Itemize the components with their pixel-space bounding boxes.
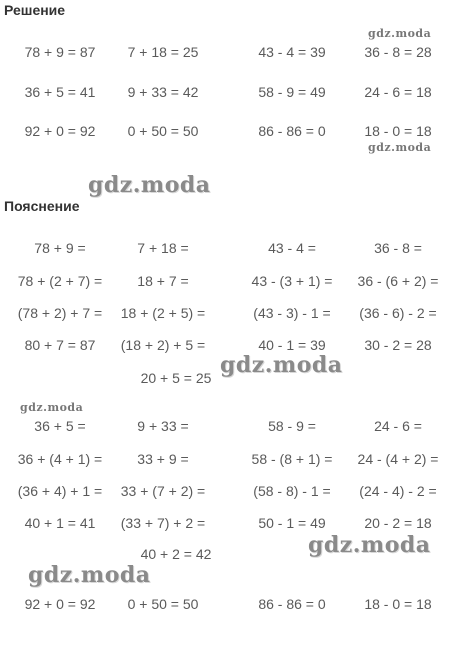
equation: 36 - 8 = <box>374 240 422 256</box>
equation: 58 - 9 = <box>268 418 316 434</box>
watermark: gdz.moda <box>88 172 211 198</box>
equation: 7 + 18 = <box>137 240 189 256</box>
equation: 36 + 5 = <box>34 418 86 434</box>
solution-heading: Решение <box>4 2 66 18</box>
watermark: gdz.moda <box>308 532 431 558</box>
equation: (58 - 8) - 1 = <box>253 483 331 499</box>
equation: 40 - 1 = 39 <box>258 337 326 353</box>
equation: 36 - 8 = 28 <box>364 44 432 60</box>
equation: 18 - 0 = 18 <box>364 596 432 612</box>
equation: (43 - 3) - 1 = <box>253 305 331 321</box>
equation: 50 - 1 = 49 <box>258 515 326 531</box>
watermark: gdz.moda <box>368 141 432 154</box>
explanation-heading: Пояснение <box>4 198 80 214</box>
equation: 92 + 0 = 92 <box>24 123 96 139</box>
equation: 58 - 9 = 49 <box>258 84 326 100</box>
equation: 43 - 4 = <box>268 240 316 256</box>
equation: 86 - 86 = 0 <box>258 123 326 139</box>
equation: 33 + (7 + 2) = <box>120 483 206 499</box>
watermark: gdz.moda <box>368 27 432 40</box>
equation: 0 + 50 = 50 <box>127 123 199 139</box>
equation: 18 + (2 + 5) = <box>120 305 206 321</box>
equation: 36 + 5 = 41 <box>24 84 96 100</box>
equation: 58 - (8 + 1) = <box>251 451 333 467</box>
equation: (18 + 2) + 5 = <box>120 337 206 353</box>
equation: 86 - 86 = 0 <box>258 596 326 612</box>
equation: 40 + 1 = 41 <box>24 515 96 531</box>
equation: 20 - 2 = 18 <box>364 515 432 531</box>
equation: 80 + 7 = 87 <box>24 337 96 353</box>
equation: (24 - 4) - 2 = <box>359 483 437 499</box>
equation: 18 + 7 = <box>137 273 189 289</box>
equation: 30 - 2 = 28 <box>364 337 432 353</box>
equation: 36 + (4 + 1) = <box>17 451 103 467</box>
equation: 92 + 0 = 92 <box>24 596 96 612</box>
equation: (36 + 4) + 1 = <box>17 483 103 499</box>
watermark: gdz.moda <box>220 352 343 378</box>
equation: (36 - 6) - 2 = <box>359 305 437 321</box>
watermark: gdz.moda <box>20 401 84 414</box>
equation: 40 + 2 = 42 <box>140 546 212 562</box>
equation: 9 + 33 = 42 <box>127 84 199 100</box>
equation: 43 - 4 = 39 <box>258 44 326 60</box>
equation: (33 + 7) + 2 = <box>120 515 206 531</box>
equation: 78 + (2 + 7) = <box>17 273 103 289</box>
equation: 24 - (4 + 2) = <box>357 451 439 467</box>
equation: 20 + 5 = 25 <box>140 370 212 386</box>
watermark: gdz.moda <box>28 562 151 588</box>
equation: 43 - (3 + 1) = <box>251 273 333 289</box>
equation: 18 - 0 = 18 <box>364 123 432 139</box>
equation: 33 + 9 = <box>137 451 189 467</box>
equation: 24 - 6 = <box>374 418 422 434</box>
equation: 78 + 9 = 87 <box>24 44 96 60</box>
equation: 0 + 50 = 50 <box>127 596 199 612</box>
equation: 9 + 33 = <box>137 418 189 434</box>
equation: 36 - (6 + 2) = <box>357 273 439 289</box>
equation: 78 + 9 = <box>34 240 86 256</box>
equation: 7 + 18 = 25 <box>127 44 199 60</box>
equation: 24 - 6 = 18 <box>364 84 432 100</box>
equation: (78 + 2) + 7 = <box>17 305 103 321</box>
